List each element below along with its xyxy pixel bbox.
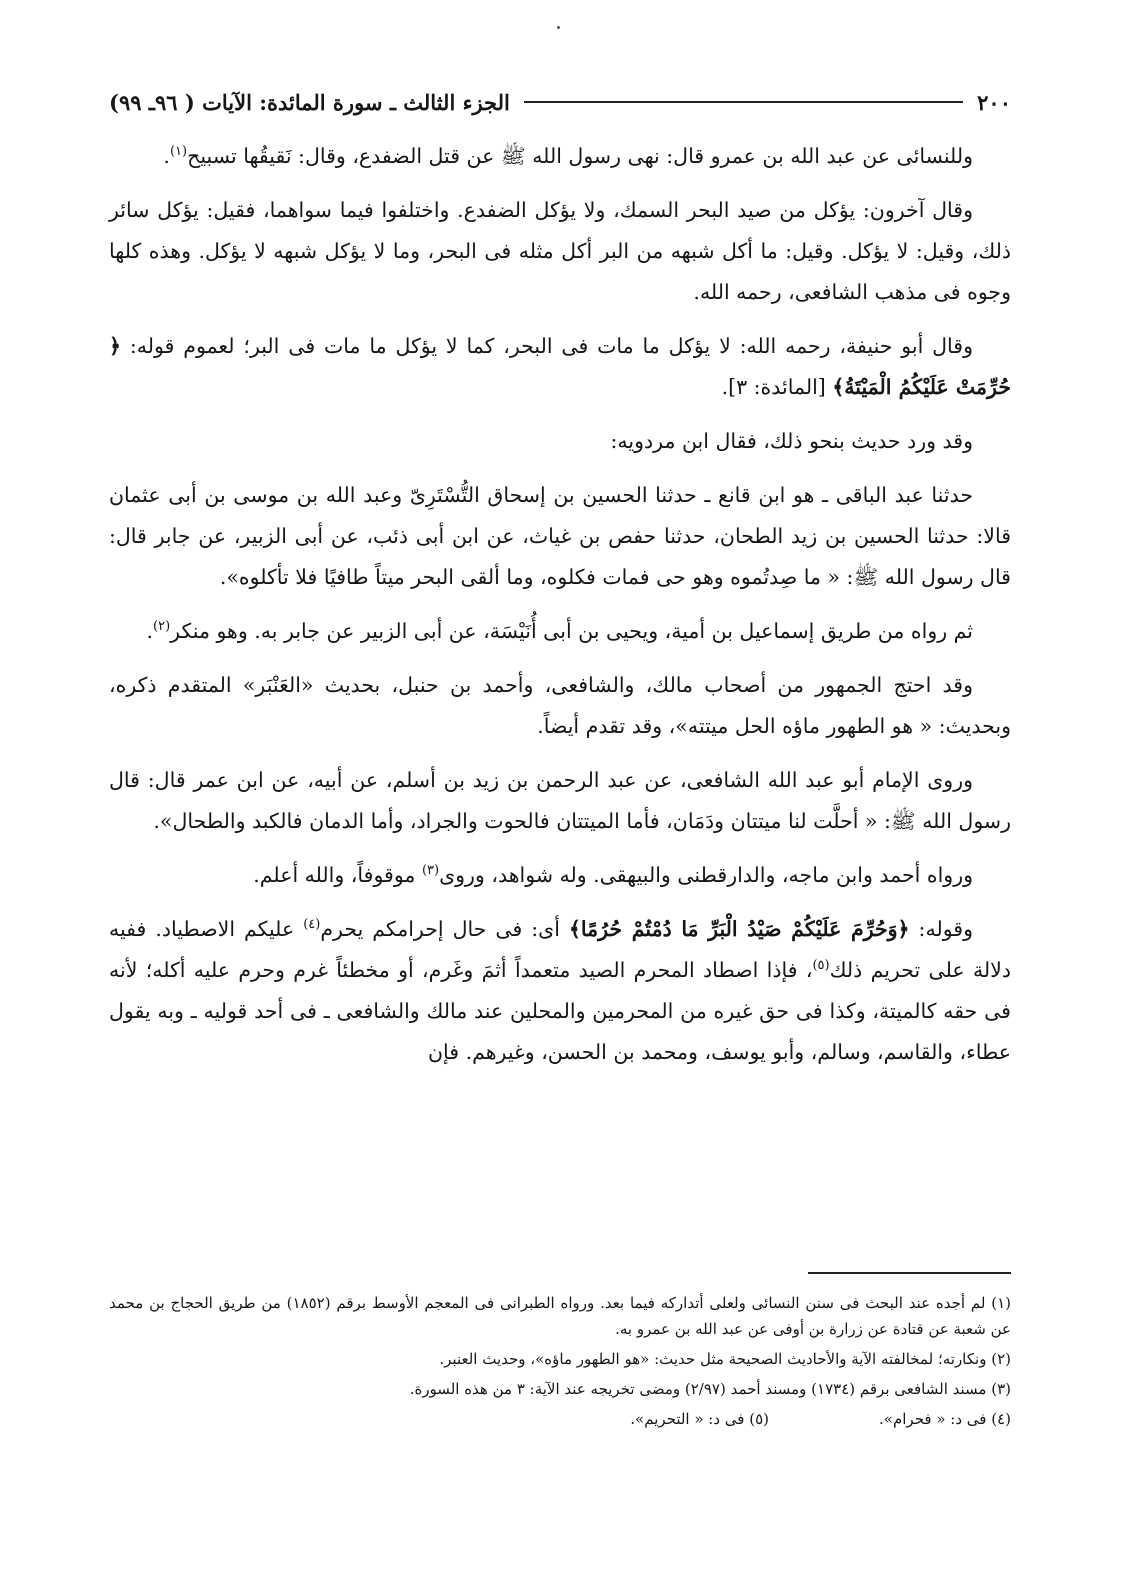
footnote: (٥) فى د: « التحريم». — [630, 1410, 770, 1428]
paragraph-text: [المائدة: ٣]. — [721, 375, 833, 399]
paragraph-text: موقوفاً، والله أعلم. — [253, 863, 422, 887]
paragraph: وروى الإمام أبو عبد الله الشافعى، عن عبد الرحمن بن زيد بن أسلم، عن أبيه، عن ابن عمر قال: قال رسول الله ﷺ: « أحلَّت لنا ميتتان ودَمَان، فأما الميتتان فالحوت والجراد، وأما الدمان فالكبد والطحال». — [109, 768, 1011, 833]
paragraph-text: وللنسائى عن عبد الله بن عمرو قال: نهى رسول الله ﷺ عن قتل الضفدع، وقال: نَقيقُها تسبيح — [187, 144, 973, 168]
footnote-separator — [808, 1272, 1011, 1274]
footnote: (١) لم أجده عند البحث فى سنن النسائى ولعلى أتداركه فيما بعد. ورواه الطبرانى فى المعجم الأوسط برقم (١٨٥٢) من طريق الحجاج بن محمد عن شعبة عن قتادة عن زرارة بن أوفى عن عبد الله بن عمرو به. — [109, 1294, 1011, 1338]
paragraph — [109, 136, 1011, 177]
header-rule — [524, 101, 963, 103]
paragraph-text: ، فإذا اصطاد المحرم الصيد متعمداً أثمَ وغَرم، أو مخطئاً غرم وحرم عليه أكله؛ لأنه فى حقه كالميتة، وكذا فى حق غيره من المحرمين والمحلين عند مالك والشافعى ـ فى أحد قوليه ـ وبه يقول عطاء، والقاسم، وسالم، وأبو يوسف، ومحمد بن الحسن، وغيرهم. فإن — [109, 958, 1011, 1064]
footnote-ref: (٢) — [153, 619, 171, 635]
paragraph — [109, 326, 1011, 408]
footnote: (٤) فى د: « فحرام». — [879, 1410, 1011, 1428]
footnote-ref: (٣) — [421, 863, 440, 879]
paragraph-text: ثم رواه من طريق إسماعيل بن أمية، ويحيى بن أبى أُنَيْسَة، عن أبى الزبير عن جابر به. وهو منكر — [170, 619, 973, 643]
paragraph — [109, 855, 1011, 896]
paragraph-text: . — [146, 619, 154, 643]
paragraph-text: وقال أبو حنيفة، رحمه الله: لا يؤكل ما مات فى البحر، كما لا يؤكل ما مات فى البر؛ لعموم قوله: — [121, 334, 973, 358]
footnote-ref: (١) — [169, 144, 188, 160]
paragraph: وقال آخرون: يؤكل من صيد البحر السمك، ولا يؤكل الضفدع. واختلفوا فيما سواهما، فقيل: يؤكل سائر ذلك، وقيل: لا يؤكل. وقيل: ما أكل شبهه من البر أكل مثله فى البحر، وما لا يؤكل شبهه لا يؤكل. وهذه كلها وجوه فى مذهب الشافعى، رحمه الله. — [109, 198, 1011, 304]
paragraph: وقد ورد حديث بنحو ذلك، فقال ابن مردويه: — [610, 429, 973, 453]
quran-quote: ﴿ حُرِّمَتْ عَلَيْكُمُ الْمَيْتَةُ﴾ — [109, 334, 1011, 399]
main-text — [109, 136, 1011, 1086]
paragraph — [109, 611, 1011, 652]
paragraph: حدثنا عبد الباقى ـ هو ابن قانع ـ حدثنا الحسين بن إسحاق التُّسْتَرِىّ وعبد الله بن موسى بن أبى عثمان قالا: حدثنا الحسين بن زيد الطحان، حدثنا حفص بن غياث، عن ابن أبى ذئب، عن أبى الزبير، عن جابر قال: قال رسول الله ﷺ: « ما صِدتُموه وهو حى فمات فكلوه، وما ألقى البحر ميتاً طافيًا فلا تأكلوه». — [109, 483, 1011, 589]
running-header — [109, 84, 1011, 120]
paragraph-text: عليكم الاصطياد. ففيه دلالة على تحريم ذلك — [109, 917, 1011, 982]
paragraph — [109, 909, 1011, 1073]
footnote-row — [109, 1406, 1011, 1432]
footnote: (٣) مسند الشافعى برقم (١٧٣٤) ومسند أحمد (٢/٩٧) ومضى تخريجه عند الآية: ٣ من هذه السورة. — [409, 1380, 1011, 1398]
footnote-ref: (٤) — [303, 917, 321, 933]
paragraph-text: وقوله: — [909, 917, 973, 941]
top-dot-mark — [557, 26, 560, 29]
paragraph-text: أى: فى حال إحرامكم يحرم — [320, 917, 569, 941]
page-number: ٢٠٠ — [977, 89, 1011, 115]
footnote: (٢) ونكارته؛ لمخالفته الآية والأحاديث الصحيحة مثل حديث: «هو الطهور ماؤه»، وحديث العنبر. — [439, 1350, 1011, 1368]
quran-quote: ﴿وَحُرِّمَ عَلَيْكُمْ صَيْدُ الْبَرِّ مَا دُمْتُمْ حُرُمًا﴾ — [568, 917, 910, 941]
paragraph-text: ورواه أحمد وابن ماجه، والدارقطنى والبيهقى. وله شواهد، وروى — [439, 863, 973, 887]
footnotes — [109, 1290, 1011, 1432]
running-title: الجزء الثالث ـ سورة المائدة: الآيات ( ٩٦ـ ٩٩) — [109, 89, 510, 115]
paragraph: وقد احتج الجمهور من أصحاب مالك، والشافعى، وأحمد بن حنبل، بحديث «العَنْبَر» المتقدم ذكره، وبحديث: « هو الطهور ماؤه الحل ميتته»، وقد تقدم أيضاً. — [109, 673, 1011, 738]
footnote-ref: (٥) — [812, 958, 830, 974]
paragraph-text: . — [163, 144, 170, 168]
